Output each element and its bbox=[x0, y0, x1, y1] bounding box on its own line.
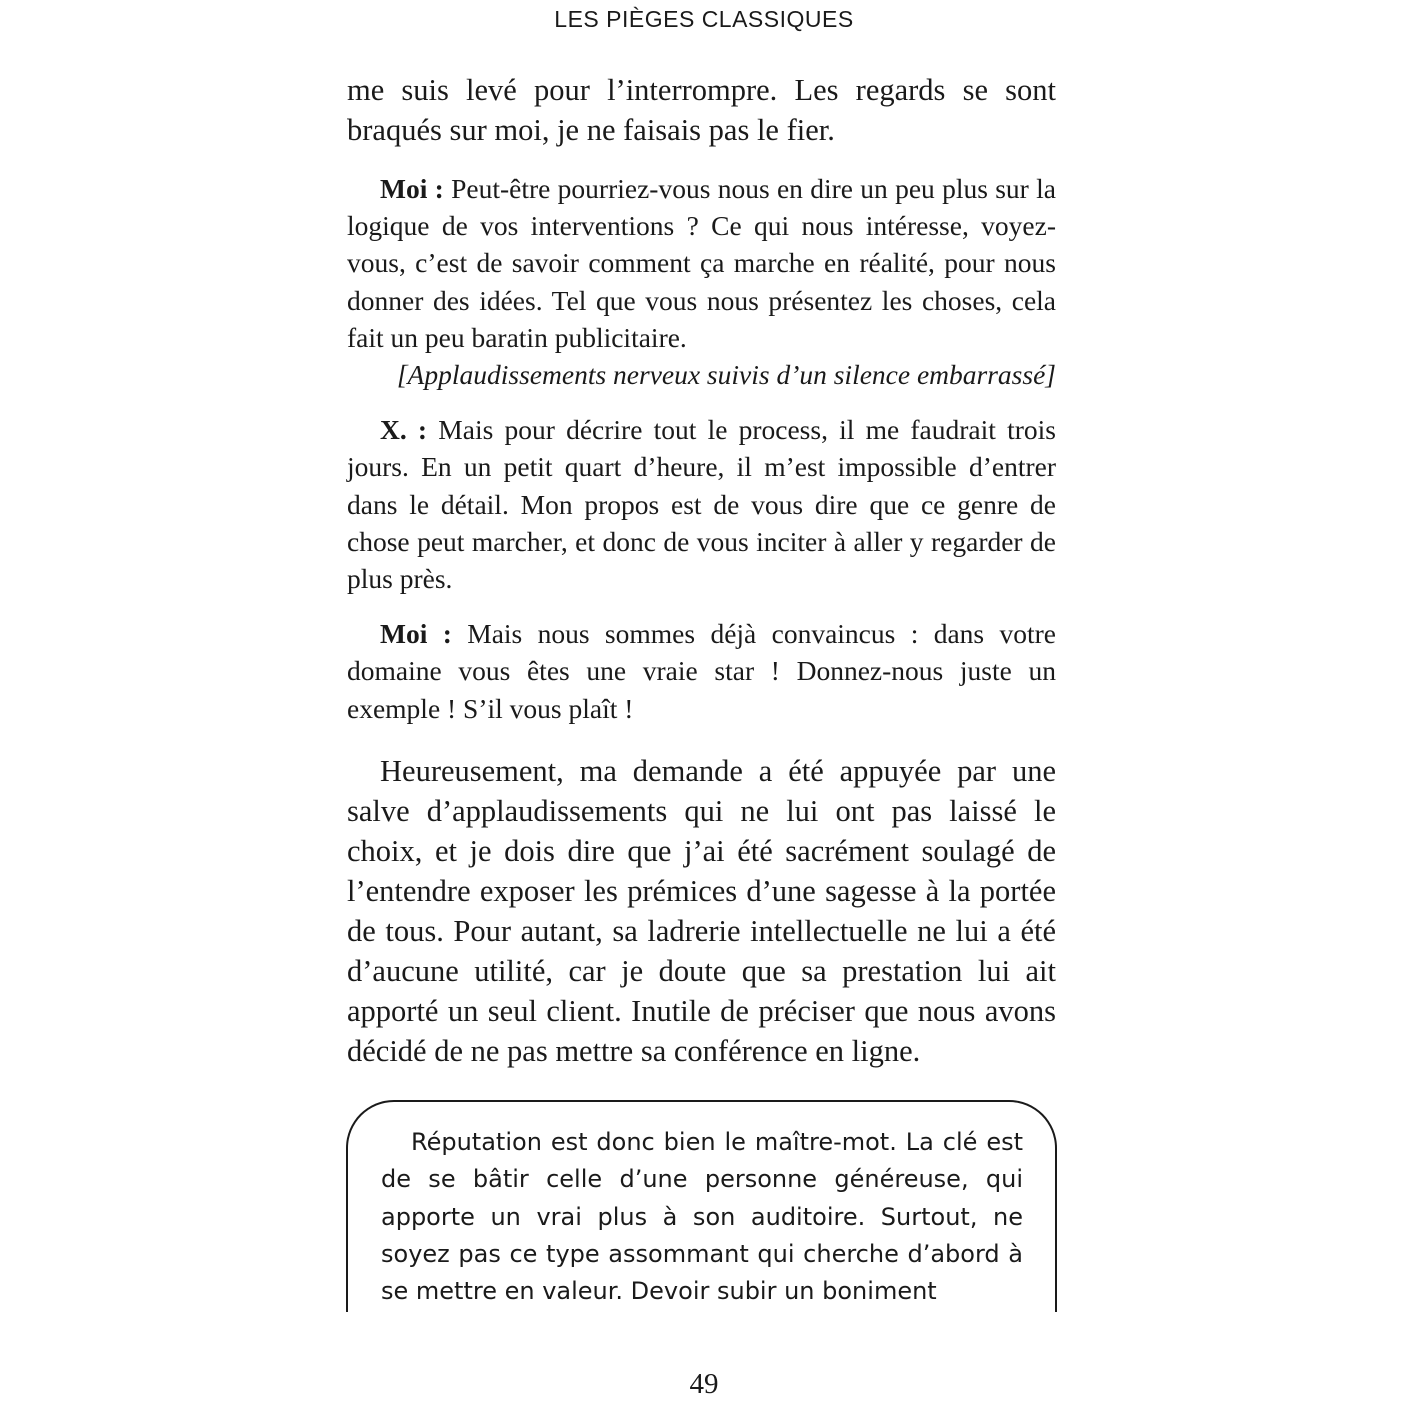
body-text bbox=[347, 70, 1056, 1071]
page-number: 49 bbox=[689, 1368, 719, 1400]
speaker-label: Moi : bbox=[380, 173, 444, 204]
speaker-label: Moi : bbox=[380, 618, 452, 650]
dialogue-moi-2 bbox=[347, 615, 1056, 727]
dialogue-moi-1 bbox=[347, 170, 1056, 356]
dialogue-text: Mais pour décrire tout le process, il me faudrait trois jours. En un petit quart d’heure, il m’est impossible d’entrer dans le détail. Mon propos est de vous dire que ce genre de chose peut marcher, et donc de vous inciter à aller y regarder de plus près. bbox=[347, 414, 1056, 595]
stage-direction: [Applaudissements nerveux suivis d’un silence embarrassé] bbox=[396, 359, 1056, 391]
running-head: LES PIÈGES CLASSIQUES bbox=[554, 6, 854, 32]
dialogue-text: Peut-être pourriez-vous nous en dire un peu plus sur la logique de vos interventions ? Ce qui nous intéresse, voyez-vous, c’est de savoir comment ça marche en réalité, pour nous donner des idées. Tel que vous nous présentez les choses, cela fait un peu baratin publicitaire. bbox=[347, 173, 1056, 353]
callout-text: Réputation est donc bien le maître-mot. La clé est de se bâtir celle d’une personne généreuse, qui apporte un vrai plus à son auditoire. Surtout, ne soyez pas ce type assommant qui cherche d’abord à se mettre en valeur. Devoir subir un boniment bbox=[381, 1128, 1023, 1306]
speaker-label: X. : bbox=[380, 414, 428, 446]
paragraph-continuation: me suis levé pour l’interrompre. Les regards se sont braqués sur moi, je ne faisais pas le fier. bbox=[347, 73, 1056, 147]
dialogue-x bbox=[347, 411, 1056, 597]
dialogue-text: Mais nous sommes déjà convaincus : dans votre domaine vous êtes une vraie star ! Donnez-nous juste un exemple ! S’il vous plaît ! bbox=[347, 618, 1056, 724]
callout-box bbox=[381, 1124, 1023, 1310]
narrative-paragraph: Heureusement, ma demande a été appuyée par une salve d’applaudissements qui ne lui ont pas laissé le choix, et je dois dire que j’ai été sacrément soulagé de l’entendre exposer les prémices d’une sagesse à la portée de tous. Pour autant, sa ladrerie intellectuelle ne lui a été d’aucune utilité, car je doute que sa prestation lui ait apporté un seul client. Inutile de préciser que nous avons décidé de ne pas mettre sa conférence en ligne. bbox=[347, 753, 1056, 1068]
